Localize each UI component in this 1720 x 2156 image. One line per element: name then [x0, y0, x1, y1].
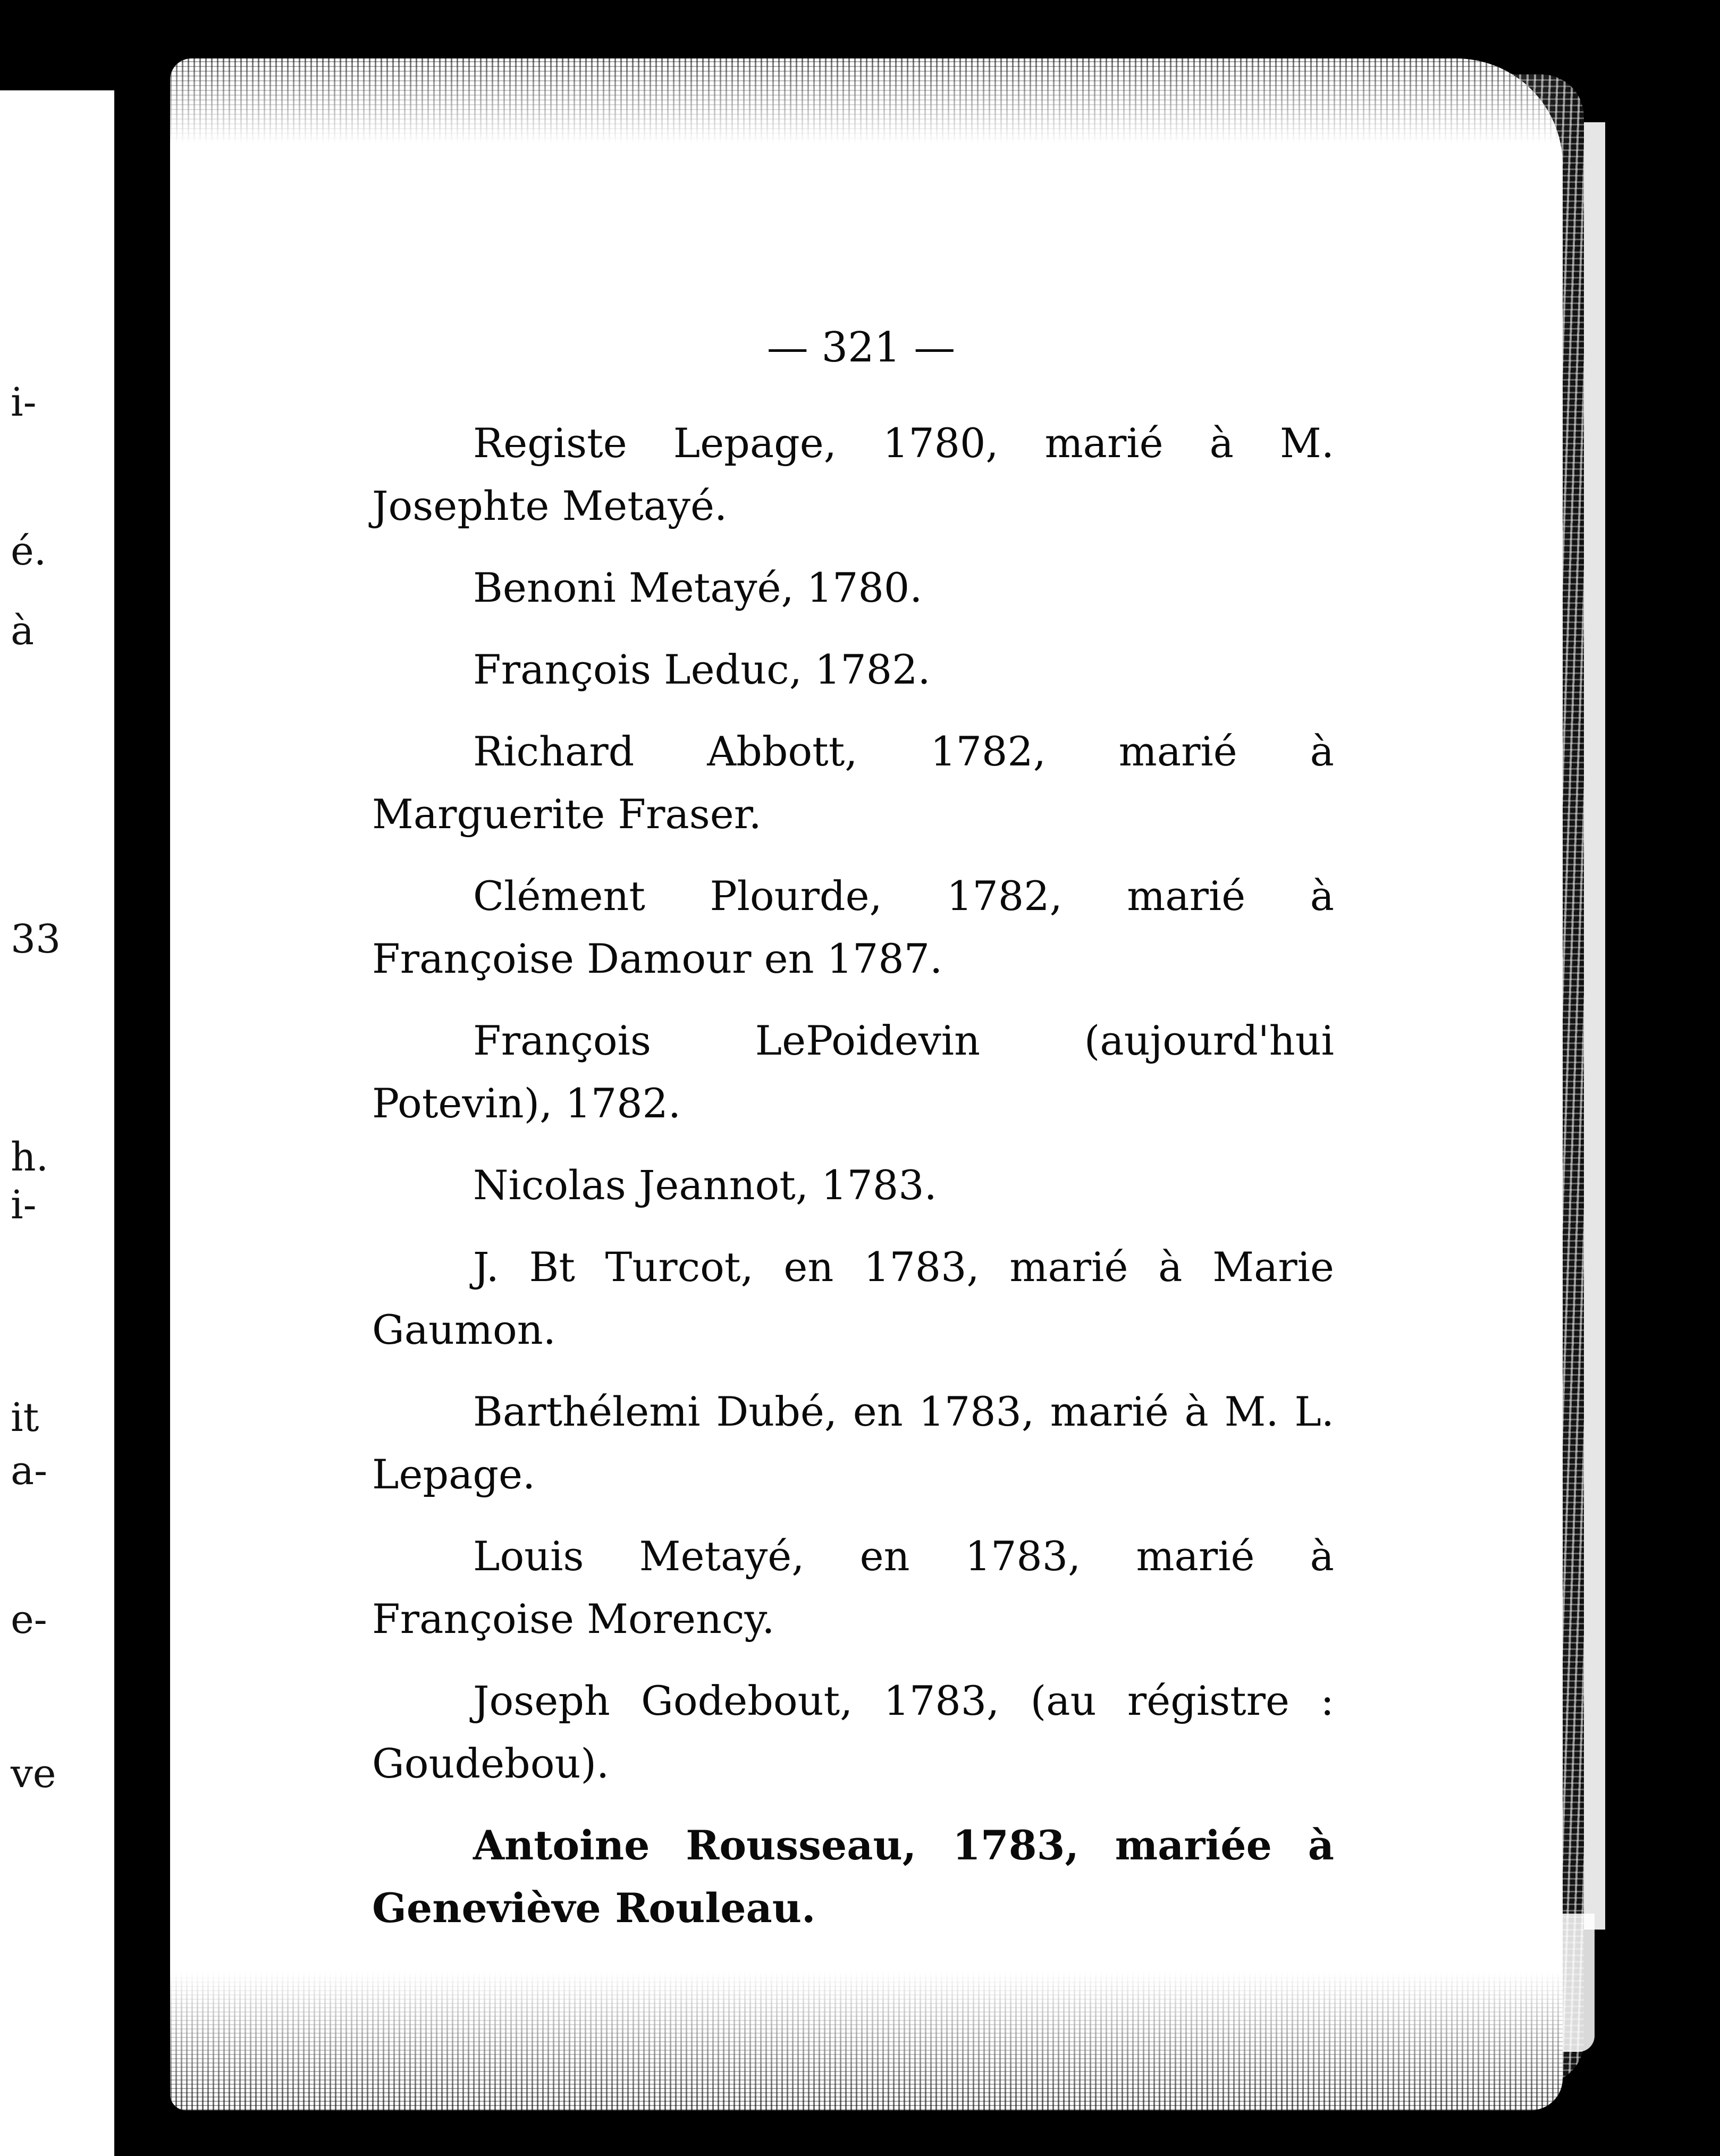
- list-item: François LePoidevin (aujourd'hui Potevin), 1782.: [372, 1017, 1334, 1127]
- left-fragment: 33: [11, 916, 61, 962]
- list-item: Benoni Metayé, 1780.: [473, 564, 923, 611]
- list-item: Joseph Godebout, 1783, (au régistre : Goudebou).: [372, 1677, 1334, 1787]
- list-item: Clément Plourde, 1782, marié à Françoise Damour en 1787.: [372, 872, 1334, 982]
- book-gutter: [114, 0, 170, 2156]
- entry-list: [372, 412, 1334, 1959]
- list-item: Barthélemi Dubé, en 1783, marié à M. L. Lepage.: [372, 1388, 1334, 1498]
- left-fragment: i-: [11, 380, 37, 425]
- list-item: J. Bt Turcot, en 1783, marié à Marie Gaumon.: [372, 1243, 1334, 1353]
- list-item: Louis Metayé, en 1783, marié à Françoise Morency.: [372, 1532, 1334, 1643]
- left-fragment: ve: [11, 1751, 56, 1797]
- left-fragment: it: [11, 1395, 39, 1441]
- list-item: Registe Lepage, 1780, marié à M. Josephte Metayé.: [372, 419, 1334, 529]
- list-item: Antoine Rousseau, 1783, mariée à Geneviève Rouleau.: [372, 1822, 1334, 1932]
- left-fragment: e-: [11, 1597, 47, 1643]
- list-item: Richard Abbott, 1782, marié à Marguerite Fraser.: [372, 728, 1334, 838]
- page-number: — 321 —: [766, 324, 956, 372]
- list-item: Nicolas Jeannot, 1783.: [473, 1161, 937, 1209]
- left-fragment: à: [11, 608, 35, 654]
- left-fragment: i-: [11, 1182, 37, 1228]
- left-fragment: a-: [11, 1448, 48, 1494]
- left-fragment: h.: [11, 1134, 49, 1180]
- page-corner-highlight: [1563, 1914, 1595, 2052]
- list-item: François Leduc, 1782.: [473, 646, 931, 693]
- page-fore-edge-highlight: [1584, 122, 1605, 1930]
- book-page: [170, 58, 1563, 2110]
- left-fragment: é.: [11, 528, 47, 574]
- left-page-edge: [0, 90, 114, 2156]
